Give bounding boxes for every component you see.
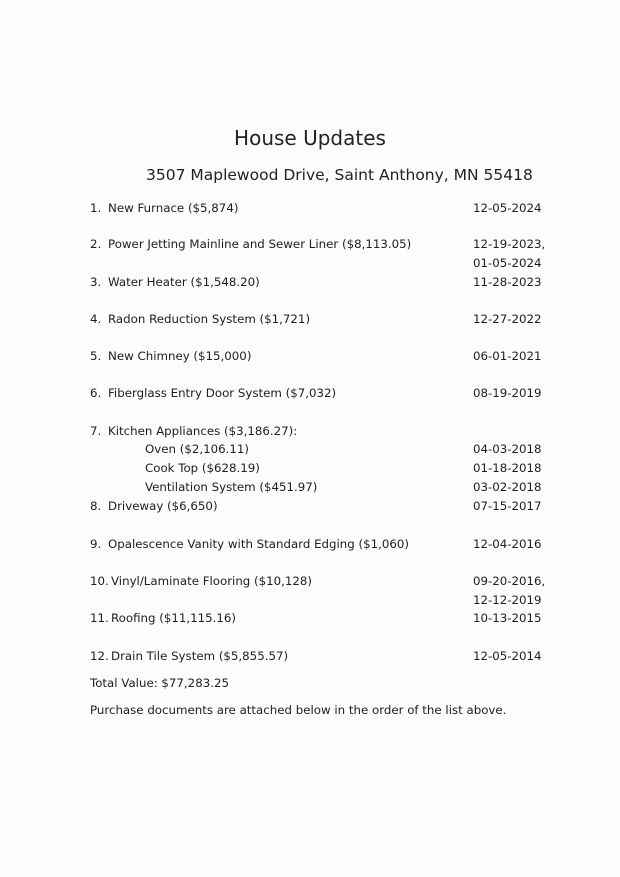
item-description: New Chimney ($15,000) [108, 349, 252, 363]
item-description: Vinyl/Laminate Flooring ($10,128) [111, 574, 313, 588]
page-title: House Updates [234, 126, 386, 150]
item-number: 5. [90, 349, 102, 363]
item-description: Power Jetting Mainline and Sewer Liner ($8,113.05) [108, 237, 412, 251]
item-description: Roofing ($11,115.16) [111, 611, 236, 625]
item-number: 11. [90, 611, 109, 625]
item-description: Kitchen Appliances ($3,186.27): [108, 424, 298, 438]
total-value: Total Value: $77,283.25 [90, 676, 229, 690]
sub-item-description: Ventilation System ($451.97) [145, 480, 318, 494]
item-description: Water Heater ($1,548.20) [108, 275, 260, 289]
item-date: 10-13-2015 [473, 611, 542, 625]
item-date: 07-15-2017 [473, 499, 542, 513]
item-date: 12-05-2014 [473, 649, 542, 663]
item-number: 1. [90, 201, 102, 215]
address: 3507 Maplewood Drive, Saint Anthony, MN 55418 [146, 166, 533, 184]
item-number: 10. [90, 574, 109, 588]
item-number: 9. [90, 537, 102, 551]
item-number: 7. [90, 424, 102, 438]
sub-item-date: 03-02-2018 [473, 480, 542, 494]
item-date: 08-19-2019 [473, 386, 542, 400]
sub-item-date: 01-18-2018 [473, 461, 542, 475]
item-date: 12-19-2023, [473, 237, 546, 251]
item-number: 12. [90, 649, 109, 663]
item-date: 09-20-2016, [473, 574, 546, 588]
item-date: 12-27-2022 [473, 312, 542, 326]
item-description: Opalescence Vanity with Standard Edging ($1,060) [108, 537, 409, 551]
sub-item-date: 04-03-2018 [473, 442, 542, 456]
item-description: Fiberglass Entry Door System ($7,032) [108, 386, 337, 400]
item-description: New Furnace ($5,874) [108, 201, 239, 215]
item-date: 12-04-2016 [473, 537, 542, 551]
sub-item-description: Oven ($2,106.11) [145, 442, 249, 456]
item-date: 11-28-2023 [473, 275, 542, 289]
sub-item-description: Cook Top ($628.19) [145, 461, 260, 475]
item-number: 2. [90, 237, 102, 251]
footer-note: Purchase documents are attached below in the order of the list above. [90, 703, 507, 717]
item-date: 06-01-2021 [473, 349, 542, 363]
item-description: Radon Reduction System ($1,721) [108, 312, 311, 326]
item-description: Driveway ($6,650) [108, 499, 218, 513]
item-number: 6. [90, 386, 102, 400]
item-number: 4. [90, 312, 102, 326]
item-date: 12-05-2024 [473, 201, 542, 215]
item-date-secondary: 01-05-2024 [473, 256, 542, 270]
item-number: 3. [90, 275, 102, 289]
item-date-secondary: 12-12-2019 [473, 593, 542, 607]
item-number: 8. [90, 499, 102, 513]
item-description: Drain Tile System ($5,855.57) [111, 649, 289, 663]
